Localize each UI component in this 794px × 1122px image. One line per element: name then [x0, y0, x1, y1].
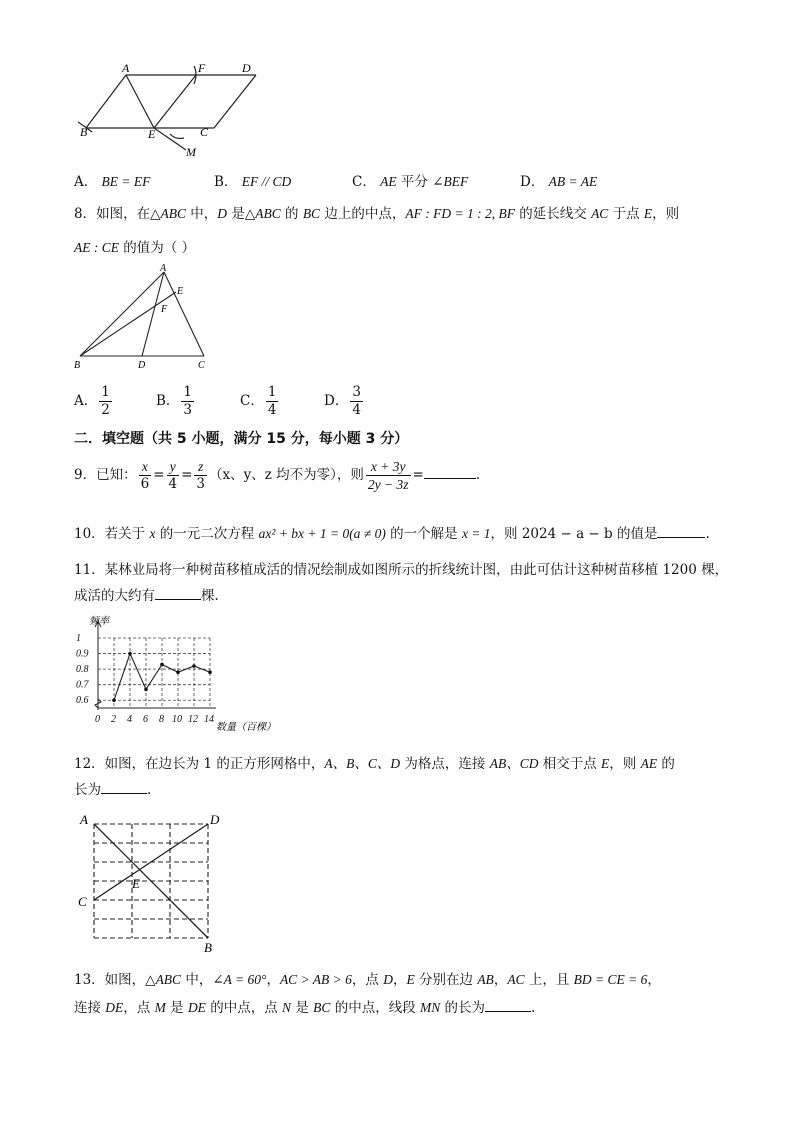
- q10-answer-blank[interactable]: [657, 525, 705, 538]
- chart-xtick-label: 10: [172, 714, 182, 725]
- chart-point: [192, 664, 196, 668]
- fig7-label-f: F: [198, 62, 206, 75]
- fig12-label-b: B: [204, 940, 212, 954]
- chart-point: [160, 663, 164, 667]
- q8-option-c: C． $\frac{1}{4}$: [240, 384, 277, 418]
- q12-line1: 12．如图，在边长为 1 的正方形网格中，A、B、C、D 为格点，连接 AB、CD 相交于点 E，则 AE 的: [74, 756, 675, 772]
- q11-line1: 11．某林业局将一种树苗移植成活的情况绘制成如图所示的折线统计图，由此可估计这种树苗移植 1200 棵，: [74, 562, 729, 578]
- fig8-label-e: E: [177, 286, 184, 297]
- chart-xtick-label: 8: [159, 714, 164, 725]
- section-heading: 二．填空题（共 5 小题，满分 15 分，每小题 3 分）: [74, 431, 409, 447]
- q7-option-a: A． BE = EF: [74, 174, 151, 190]
- q11-answer-blank[interactable]: [155, 587, 201, 600]
- chart-xtick-label: 0: [95, 714, 100, 725]
- fig8-label-c: C: [198, 360, 205, 371]
- fig7-label-b: B: [80, 125, 88, 139]
- fig12-label-e: E: [132, 876, 140, 891]
- chart-ytick-label: 0.7: [76, 679, 89, 691]
- chart-ytick-label: 1: [76, 633, 81, 644]
- fig12-label-d: D: [210, 812, 220, 827]
- q7-figure: [74, 62, 274, 162]
- q8-line1: 8．如图，在△ABC 中，D 是△ABC 的 BC 边上的中点，AF : FD = 1 : 2, BF 的延长线交 AC 于点 E，则: [74, 206, 680, 222]
- q8-line2: AE : CE 的值为（ ）: [74, 240, 196, 256]
- chart-ytick-label: 0.8: [76, 664, 89, 676]
- chart-point: [144, 688, 148, 692]
- chart-xtick-label: 12: [188, 714, 198, 725]
- fig8-label-d: D: [138, 360, 146, 371]
- q7-option-c: C． AE 平分 ∠BEF: [352, 174, 469, 190]
- q11-line2: 成活的大约有 棵.: [74, 588, 219, 604]
- chart-point: [112, 698, 116, 702]
- chart-xlabel: 数量（百棵）: [216, 722, 276, 733]
- fig12-label-c: C: [78, 894, 87, 909]
- fig8-label-b: B: [74, 360, 81, 371]
- fig8-label-f: F: [161, 304, 168, 315]
- chart-ytick-label: 0.9: [76, 648, 89, 660]
- q11-line-chart: [70, 612, 290, 736]
- chart-xtick-label: 14: [204, 714, 214, 725]
- fig7-label-a: A: [122, 62, 130, 75]
- chart-point: [208, 670, 212, 674]
- q13-answer-blank[interactable]: [485, 999, 531, 1012]
- q13-line2: 连接 DE，点 M 是 DE 的中点，点 N 是 BC 的中点，线段 MN 的长为 .: [74, 1000, 536, 1016]
- chart-ytick-label: 0.6: [76, 695, 89, 707]
- chart-ylabel: 频率: [89, 616, 109, 627]
- fig8-label-a: A: [160, 263, 167, 274]
- q12-answer-blank[interactable]: [101, 781, 147, 794]
- q10: 10．若关于 x 的一元二次方程 ax² + bx + 1 = 0(a ≠ 0) 的一个解是 x = 1，则 2024 − a − b 的值是 .: [74, 526, 710, 542]
- q9-answer-blank[interactable]: [424, 466, 476, 479]
- q8-option-d: D． $\frac{3}{4}$: [324, 384, 361, 418]
- chart-xtick-label: 6: [143, 714, 148, 725]
- fig7-label-c: C: [200, 125, 209, 139]
- chart-point: [128, 652, 132, 656]
- fig7-label-e: E: [148, 127, 156, 141]
- q12-figure: [74, 808, 234, 954]
- fig7-label-d: D: [242, 62, 251, 75]
- q7-option-b: B． EF // CD: [214, 174, 292, 190]
- fig7-label-m: M: [186, 145, 196, 159]
- q12-line2: 长为 .: [74, 782, 152, 798]
- chart-xtick-label: 2: [111, 714, 116, 725]
- q9: 9．已知： $\frac{x}{6}$ = $\frac{y}{4}$ = $\frac{z}{3}$ （x、y、z 均不为零），则 $\frac{x + 3y}{2y - 3z}$ = .: [74, 459, 481, 492]
- fig12-label-a: A: [80, 812, 88, 827]
- chart-xtick-label: 4: [127, 714, 132, 725]
- q8-option-a: A． $\frac{1}{2}$: [74, 384, 110, 418]
- q7-option-d: D． AB = AE: [520, 174, 598, 190]
- chart-point: [176, 670, 180, 674]
- q8-figure: [70, 262, 220, 374]
- q8-option-b: B． $\frac{1}{3}$: [156, 384, 193, 418]
- q13-line1: 13．如图，△ABC 中，∠A = 60°，AC > AB > 6，点 D，E 分别在边 AB，AC 上，且 BD = CE = 6，: [74, 972, 661, 988]
